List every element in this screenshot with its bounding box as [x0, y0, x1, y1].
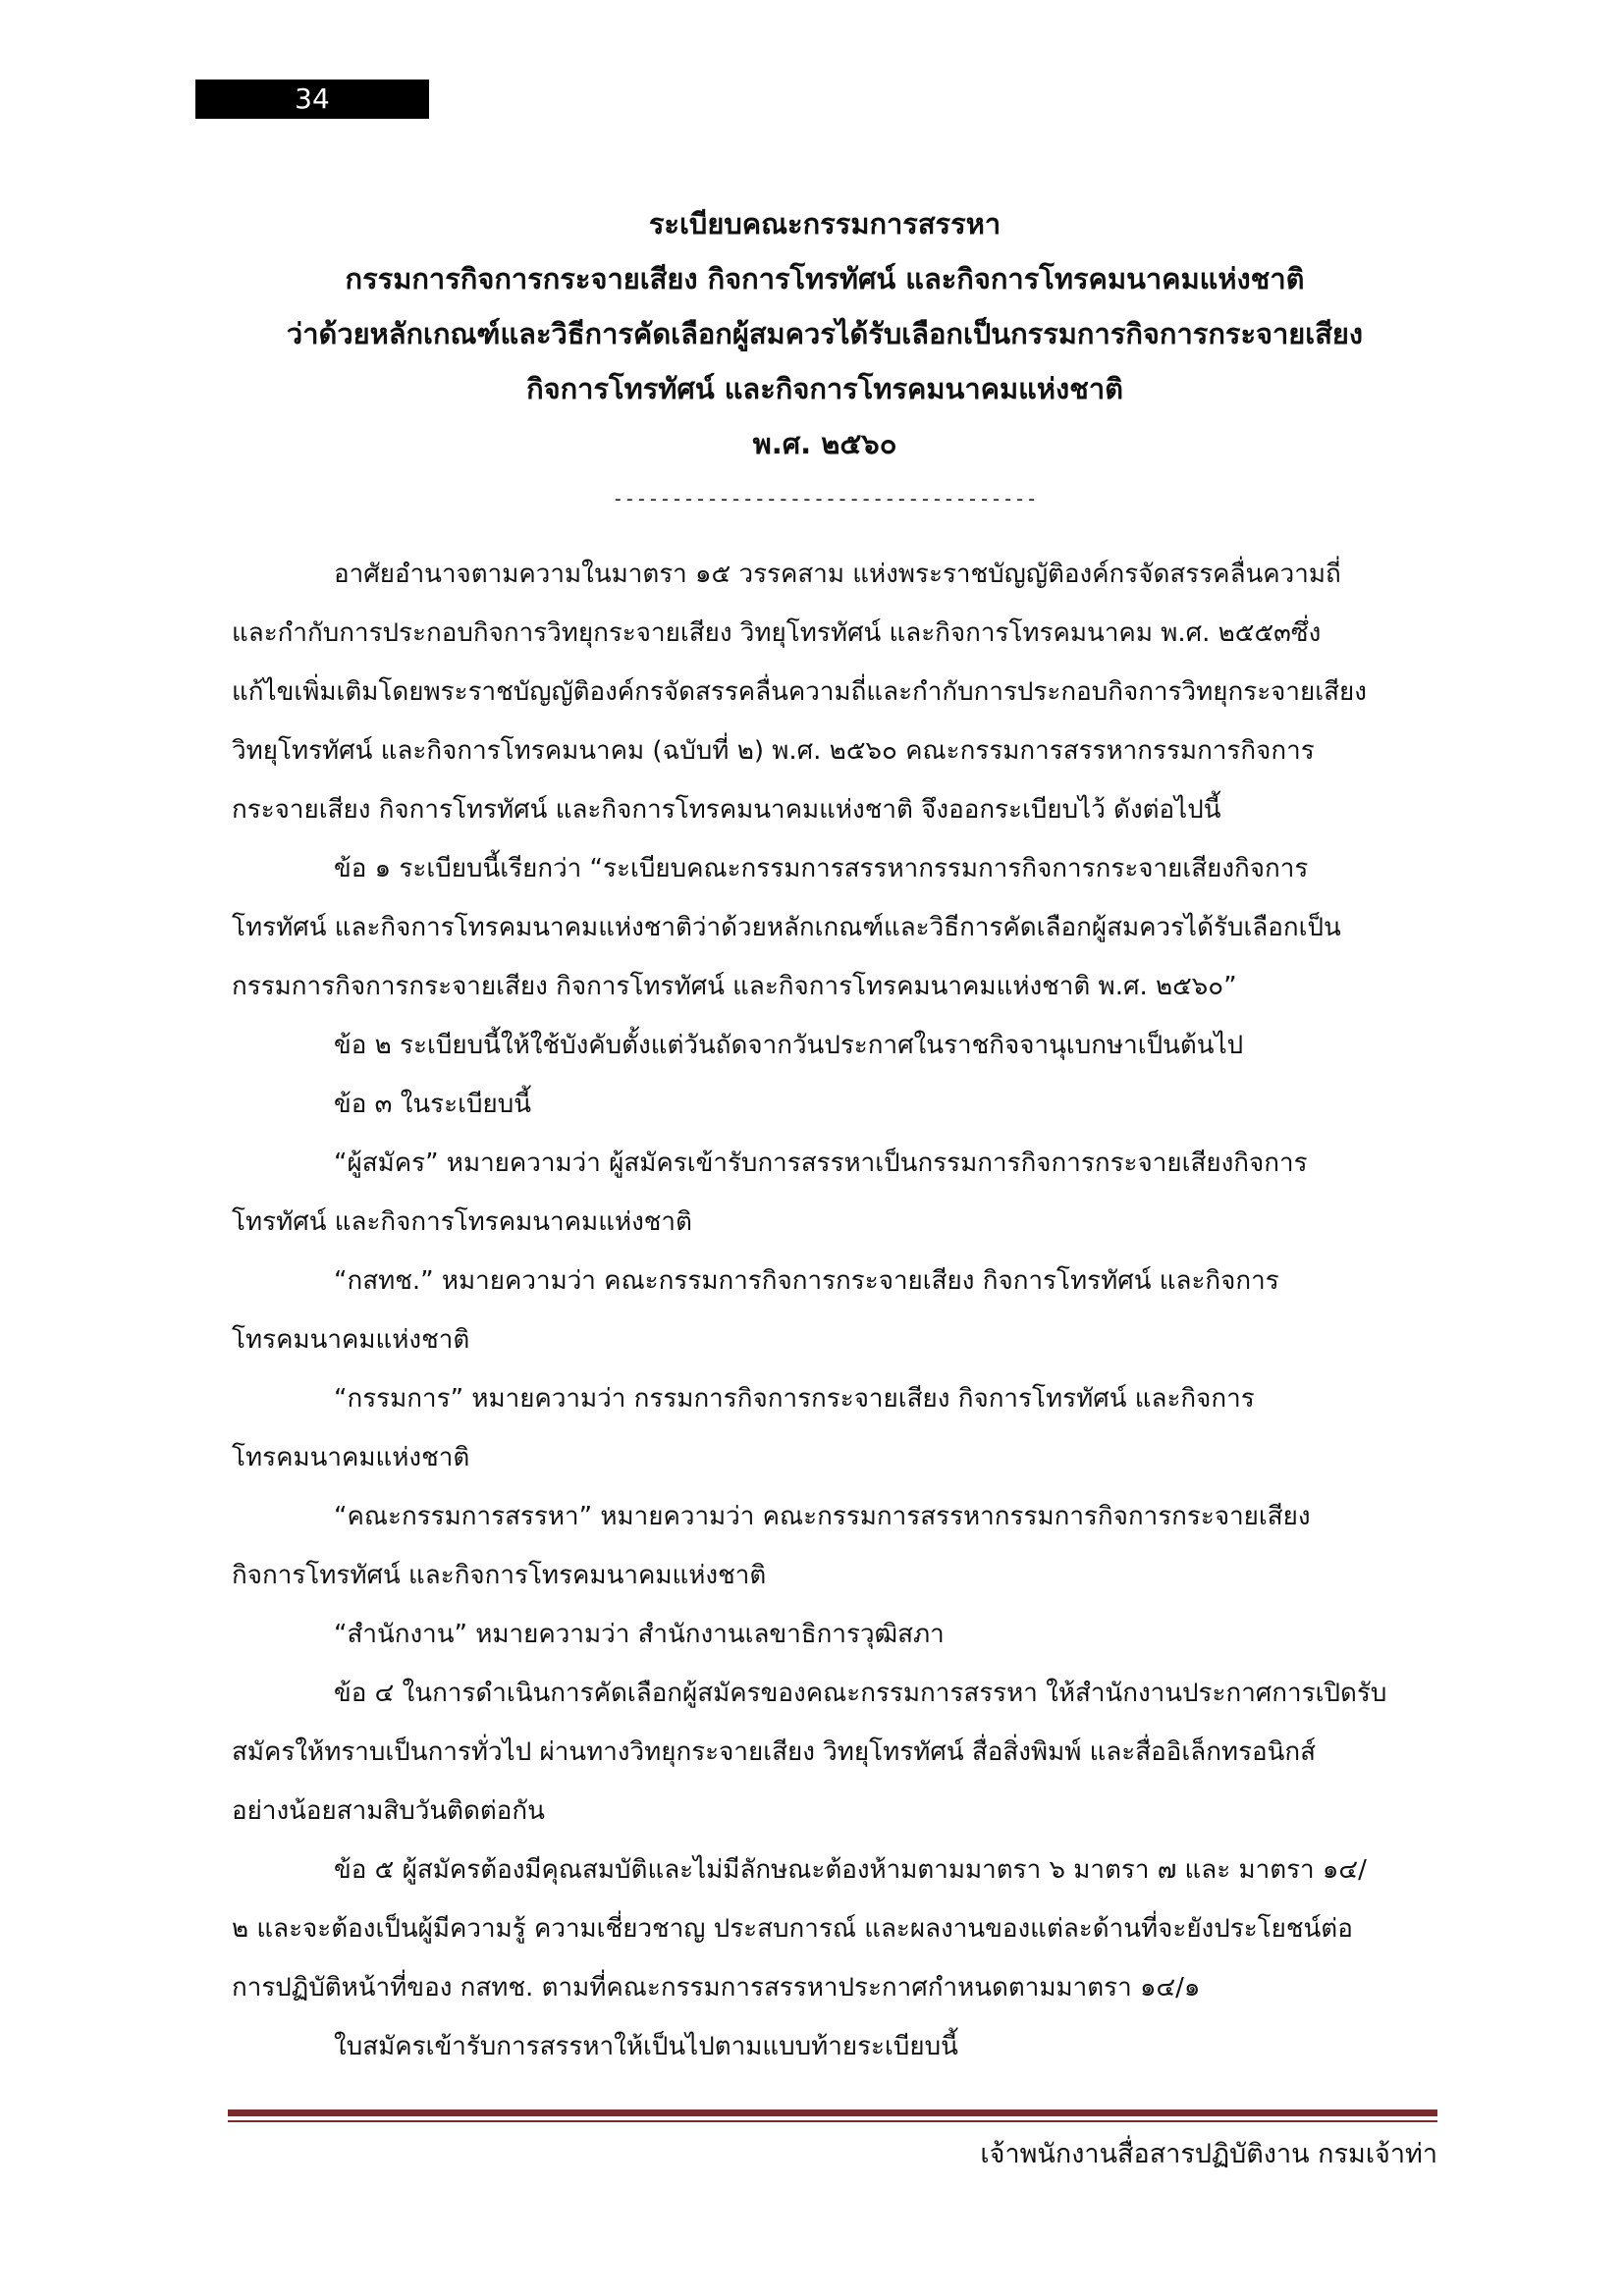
- body-line: โทรทัศน์ และกิจการโทรคมนาคมแห่งชาติว่าด้วยหลักเกณฑ์และวิธีการคัดเลือกผู้สมควรได้รับเลือกเป็น: [232, 913, 1341, 942]
- body-line: ข้อ ๑ ระเบียบนี้เรียกว่า “ระเบียบคณะกรรมการสรรหากรรมการกิจการกระจายเสียงกิจการ: [334, 854, 1309, 883]
- body-line: โทรคมนาคมแห่งชาติ: [232, 1443, 470, 1472]
- body-line: อาศัยอำนาจตามความในมาตรา ๑๕ วรรคสาม แห่งพระราชบัญญัติองค์กรจัดสรรคลื่นความถี่: [334, 560, 1341, 589]
- body-line: ๒ และจะต้องเป็นผู้มีความรู้ ความเชี่ยวชาญ ประสบการณ์ และผลงานของแต่ละด้านที่จะยังประโยชน์ต่อ: [232, 1914, 1353, 1944]
- body-line: ข้อ ๒ ระเบียบนี้ให้ใช้บังคับตั้งแต่วันถัดจากวันประกาศในราชกิจจานุเบกษาเป็นต้นไป: [334, 1031, 1244, 1060]
- body-line: “คณะกรรมการสรรหา” หมายความว่า คณะกรรมการสรรหากรรมการกิจการกระจายเสียง: [334, 1502, 1311, 1531]
- body-line: ใบสมัครเข้ารับการสรรหาให้เป็นไปตามแบบท้ายระเบียบนี้: [334, 2032, 958, 2061]
- body-line: ข้อ ๓ ในระเบียบนี้: [334, 1090, 531, 1119]
- body-line: “กสทช.” หมายความว่า คณะกรรมการกิจการกระจายเสียง กิจการโทรทัศน์ และกิจการ: [334, 1266, 1279, 1296]
- body-line: โทรคมนาคมแห่งชาติ: [232, 1325, 470, 1355]
- body-line: ข้อ ๔ ในการดำเนินการคัดเลือกผู้สมัครของคณะกรรมการสรรหา ให้สำนักงานประกาศการเปิดรับ: [334, 1679, 1387, 1708]
- title-line: กรรมการกิจการกระจายเสียง กิจการโทรทัศน์ และกิจการโทรคมนาคมแห่งชาติ: [345, 262, 1305, 295]
- title-year: พ.ศ. ๒๕๖๐: [752, 427, 897, 460]
- body-line: และกำกับการประกอบกิจการวิทยุกระจายเสียง วิทยุโทรทัศน์ และกิจการโทรคมนาคม พ.ศ. ๒๕๕๓ซึ่ง: [232, 618, 1322, 648]
- body-line: “กรรมการ” หมายความว่า กรรมการกิจการกระจายเสียง กิจการโทรทัศน์ และกิจการ: [334, 1384, 1255, 1414]
- body-line: กิจการโทรทัศน์ และกิจการโทรคมนาคมแห่งชาติ: [232, 1561, 767, 1590]
- footer-rule: [228, 2109, 1437, 2116]
- body-line: การปฏิบัติหน้าที่ของ กสทช. ตามที่คณะกรรมการสรรหาประกาศกำหนดตามมาตรา ๑๔/๑: [232, 1973, 1201, 2002]
- title-line: กิจการโทรทัศน์ และกิจการโทรคมนาคมแห่งชาติ: [526, 372, 1123, 405]
- body-line: “ผู้สมัคร” หมายความว่า ผู้สมัครเข้ารับการสรรหาเป็นกรรมการกิจการกระจายเสียงกิจการ: [334, 1148, 1308, 1178]
- title-line: ว่าด้วยหลักเกณฑ์และวิธีการคัดเลือกผู้สมควรได้รับเลือกเป็นกรรมการกิจการกระจายเสียง: [286, 317, 1364, 350]
- body-line: กระจายเสียง กิจการโทรทัศน์ และกิจการโทรคมนาคมแห่งชาติ จึงออกระเบียบไว้ ดังต่อไปนี้: [232, 795, 1221, 825]
- footer-text: เจ้าพนักงานสื่อสารปฏิบัติงาน กรมเจ้าท่า: [980, 2139, 1437, 2169]
- body-line: กรรมการกิจการกระจายเสียง กิจการโทรทัศน์ และกิจการโทรคมนาคมแห่งชาติ พ.ศ. ๒๕๖๐”: [232, 972, 1237, 1001]
- body-line: วิทยุโทรทัศน์ และกิจการโทรคมนาคม (ฉบับที่ ๒) พ.ศ. ๒๕๖๐ คณะกรรมการสรรหากรรมการกิจการ: [232, 736, 1315, 766]
- body-line: “สำนักงาน” หมายความว่า สำนักงานเลขาธิการวุฒิสภา: [334, 1620, 945, 1649]
- body-line: อย่างน้อยสามสิบวันติดต่อกัน: [232, 1796, 545, 1826]
- page-number: 34: [195, 80, 429, 119]
- body-line: สมัครให้ทราบเป็นการทั่วไป ผ่านทางวิทยุกระจายเสียง วิทยุโทรทัศน์ สื่อสิ่งพิมพ์ และสื่ออิเล็กทรอนิกส์: [232, 1737, 1317, 1767]
- body-line: โทรทัศน์ และกิจการโทรคมนาคมแห่งชาติ: [232, 1207, 692, 1237]
- document-body: [232, 545, 1430, 2076]
- footer-rule-thin: [228, 2120, 1437, 2122]
- body-line: แก้ไขเพิ่มเติมโดยพระราชบัญญัติองค์กรจัดสรรคลื่นความถี่และกำกับการประกอบกิจการวิทยุกระจายเสียง: [232, 677, 1367, 707]
- title-line: ระเบียบคณะกรรมการสรรหา: [648, 207, 1001, 240]
- document-title: [196, 196, 1453, 471]
- title-divider: ------------------------------------: [612, 487, 1038, 510]
- body-line: ข้อ ๕ ผู้สมัครต้องมีคุณสมบัติและไม่มีลักษณะต้องห้ามตามมาตรา ๖ มาตรา ๗ และ มาตรา ๑๔/: [334, 1855, 1367, 1885]
